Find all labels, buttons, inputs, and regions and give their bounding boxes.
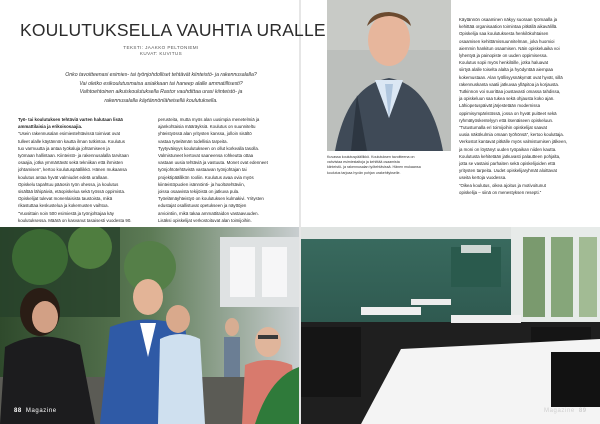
page-number: 89: [578, 408, 587, 414]
body-line: Lähiopetuspäivät järjestetään modernissa: [459, 103, 541, 109]
body-line: Opiskelu tapahtuu pääosin työn ohessa, ja koulutus: [18, 181, 119, 187]
body-line: Käytännön osaaminen näkyy suoraan työmaalla ja: [459, 17, 558, 22]
body-line: tulleet alalle käytännön kautta ilman tutkintoa. Koulutus: [18, 138, 125, 144]
body-line: edustajat osallistuvat opetukseen ja näyttöjen: [158, 203, 247, 209]
article-byline: [40, 45, 282, 57]
article-title: KOULUTUKSELLA VAUHTIA URALLE: [20, 20, 326, 40]
body-line: koulutus antaa hyvät valmiudet edetä urallaan.: [18, 174, 109, 180]
body-column-2: [158, 116, 290, 224]
body-line: jotta se vastaisi parhaiten sekä opiskelijoiden että: [459, 161, 556, 167]
body-line: Lisäksi opiskelijat verkostoituvat alan toimijoihin.: [158, 217, 252, 223]
classroom-photo: [301, 227, 600, 424]
lead-line: Vai oletko esikoulutusmaisa asiakkaan tai haneep alalle ammatillisesti?: [79, 80, 243, 87]
caption-line: vahvistaa esimiestaitoja ja kehittää osaamista: [327, 160, 400, 165]
body-line: ja moni on löytänyt uuden työpaikan niiden kautta.: [459, 146, 557, 152]
body-line: työmaan hallintaan. Kiinteistö- ja rakennusalalla tarvitaan: [18, 153, 129, 159]
body-line: siirtyä alalle toiselta alalta ja hyödyntää aiempaa: [459, 67, 553, 73]
body-line: oppimisympäristössä, jossa on hyvät puitteet sekä: [459, 110, 557, 116]
body-column-1: [18, 116, 150, 224]
magazine-name: Magazine: [544, 408, 575, 414]
body-line: Koulutus sopii myös henkilöille, jotka haluavat: [459, 60, 549, 66]
body-line: kehittää organisaation toimintaa pitkällä aikavälillä.: [459, 24, 558, 30]
byline-photos: KUVAT: KUVITUS: [139, 51, 183, 56]
body-line: kiinteistöpuolen isännöinti- ja huoltotehtäviin,: [158, 181, 245, 187]
body-line: Tyytyväisyys koulutukseen on ollut korkealla tasolla.: [158, 145, 260, 151]
body-line: perusteita, mutta myös alan uusimpia menetelmiä ja: [158, 117, 260, 122]
body-line: ja opiskeluun saa tukea sekä ohjausta koko ajan.: [459, 96, 555, 102]
body-line: Työelämäyhteistyö on koulutuksen kulmakivi. Yritysten: [158, 196, 264, 202]
body-line: aiemmin hankitun osaamisen. Näin opiskeluaika voi: [459, 45, 560, 51]
body-line: sisältää lähipäiviä, etäopiskelua sekä työssä oppimista.: [18, 189, 126, 195]
caption-line: koulutus tarjoaa hyvän pohjan urakehitykselle.: [327, 170, 401, 175]
byline-text: TEKSTI: JAAKKO PELTONIEMI: [123, 45, 199, 50]
body-line: Opiskelijat tulevat monenlaisista taustoista, mikä: [18, 196, 113, 202]
article-lead: [50, 71, 272, 105]
magazine-name: Magazine: [25, 408, 57, 414]
body-line: joissa osaavista tekijöistä on jatkuva pula.: [158, 189, 240, 195]
body-line: ”Tutustumalla eri toimijoihin opiskelijat saavat: [459, 125, 547, 131]
photo-caption: [327, 155, 451, 176]
group-photo: [0, 227, 299, 424]
body-line: Työ- tai koulutuksen tehtäviä varten halutaan lisää: [18, 117, 123, 122]
lead-line: rakennusalalla käytännönläheisellä koulutuksella.: [104, 97, 218, 104]
lead-line: Onko tavoitteenasi esimies- tai työnjohdolliset tehtävät kiinteistö- ja rakennusalalla?: [65, 72, 257, 78]
body-line: Koulutusta kehitetään jatkuvasti palautteen pohjalta,: [459, 153, 561, 159]
body-line: ammattilaisia ja erikoisosaajia.: [18, 124, 83, 130]
lead-line: Vaihtoehtoinen aikuiskoulutuksella Rastor vauhdittaa urasi kiinteistö- ja: [79, 89, 243, 96]
body-line: osaajia, jotka ymmärtävät sekä tekniikan että ihmisten: [18, 160, 123, 166]
body-line: ”Usein rakennusalan esimiestehtävissä toimivat ovat: [18, 131, 121, 137]
body-line: arviointiin, mikä takaa ammattitaidon vastaavuuden.: [158, 210, 259, 216]
body-column-3: [459, 16, 591, 196]
body-line: ryhmätyöskentelyyn että itsenäiseen opiskeluun.: [459, 117, 554, 123]
body-line: Opiskelija saa koulutuksesta henkilökohtaisen: [459, 31, 549, 37]
body-line: johtamisen”, kertoo koulutuspäällikkö. Hänen mukaansa: [18, 167, 127, 173]
body-line: tuo varmuutta ja antaa työkaluja johtamiseen ja: [18, 145, 110, 151]
page-number: 88: [14, 408, 22, 414]
body-line: rikastuttaa keskustelua ja kokemusten vaihtoa.: [18, 203, 109, 209]
body-line: yhteistyössä alan yritysten kanssa, jolloin sisältö: [158, 131, 252, 137]
body-line: Verkostot kantavat pitkälle myös valmistumisen jälkeen,: [459, 139, 568, 145]
body-line: osaamisen kehittämissuunnitelman, joka huomioi: [459, 38, 555, 44]
portrait-photo: [327, 0, 451, 151]
body-line: kokemustaan. Alan työllisyysnäkymät ovat hyvät, sillä: [459, 74, 563, 80]
body-line: ajankohtaisia määräyksiä. Koulutus on suunniteltu: [158, 124, 256, 130]
body-line: koulutuksessa. Määrä on kasvanut tasaisesti vuodesta 90.: [18, 217, 132, 223]
body-line: rakennuskanta vaatii jatkuvaa ylläpitoa ja korjausta.: [459, 81, 560, 87]
folio-right: [544, 408, 587, 414]
caption-line: Kuvassa koulutuspäällikkö. Koulutuksen tavoitteena on: [327, 155, 415, 159]
body-line: useita kertoja vuodessa.: [459, 175, 507, 181]
caption-line: kiinteistö- ja rakennusalan työtehtävissä. Hänen mukaansa: [327, 165, 421, 170]
body-line: opiskelija – siinä on menestyksen resepti.”: [459, 189, 542, 195]
body-line: uusia näkökulmia omaan työhönsä”, kertoo kouluttaja.: [459, 132, 564, 138]
folio-left: [14, 408, 57, 414]
body-line: ”Oikea koulutus, oikea ajoitus ja motivoitunut: [459, 182, 546, 188]
body-line: yritysten tarpeita. Uudet opiskelijaryhmät aloittavat: [459, 168, 557, 174]
body-line: lyhentyä ja painopiste on uuden oppimisessa.: [459, 53, 548, 59]
body-line: projektipäällikön rooliin. Koulutus avaa ovia myös: [158, 174, 254, 180]
body-line: työnjohtotehtävistä vastaavan työnjohtajan tai: [158, 167, 247, 173]
body-line: vastaan uusia tehtäviä ja vastuuta. Monet ovat edenneet: [158, 160, 268, 166]
body-line: Valmistuneet kertovat saaneensa rohkeutta ottaa: [158, 153, 254, 159]
body-line: Tutkinnon voi suorittaa joustavasti omassa tahdissa,: [459, 89, 561, 95]
body-line: ”Vuosittain noin 500 esimiestä ja työnjohtajaa käy: [18, 210, 114, 216]
body-line: vastaa työelämän todellisia tarpeita.: [158, 138, 228, 144]
